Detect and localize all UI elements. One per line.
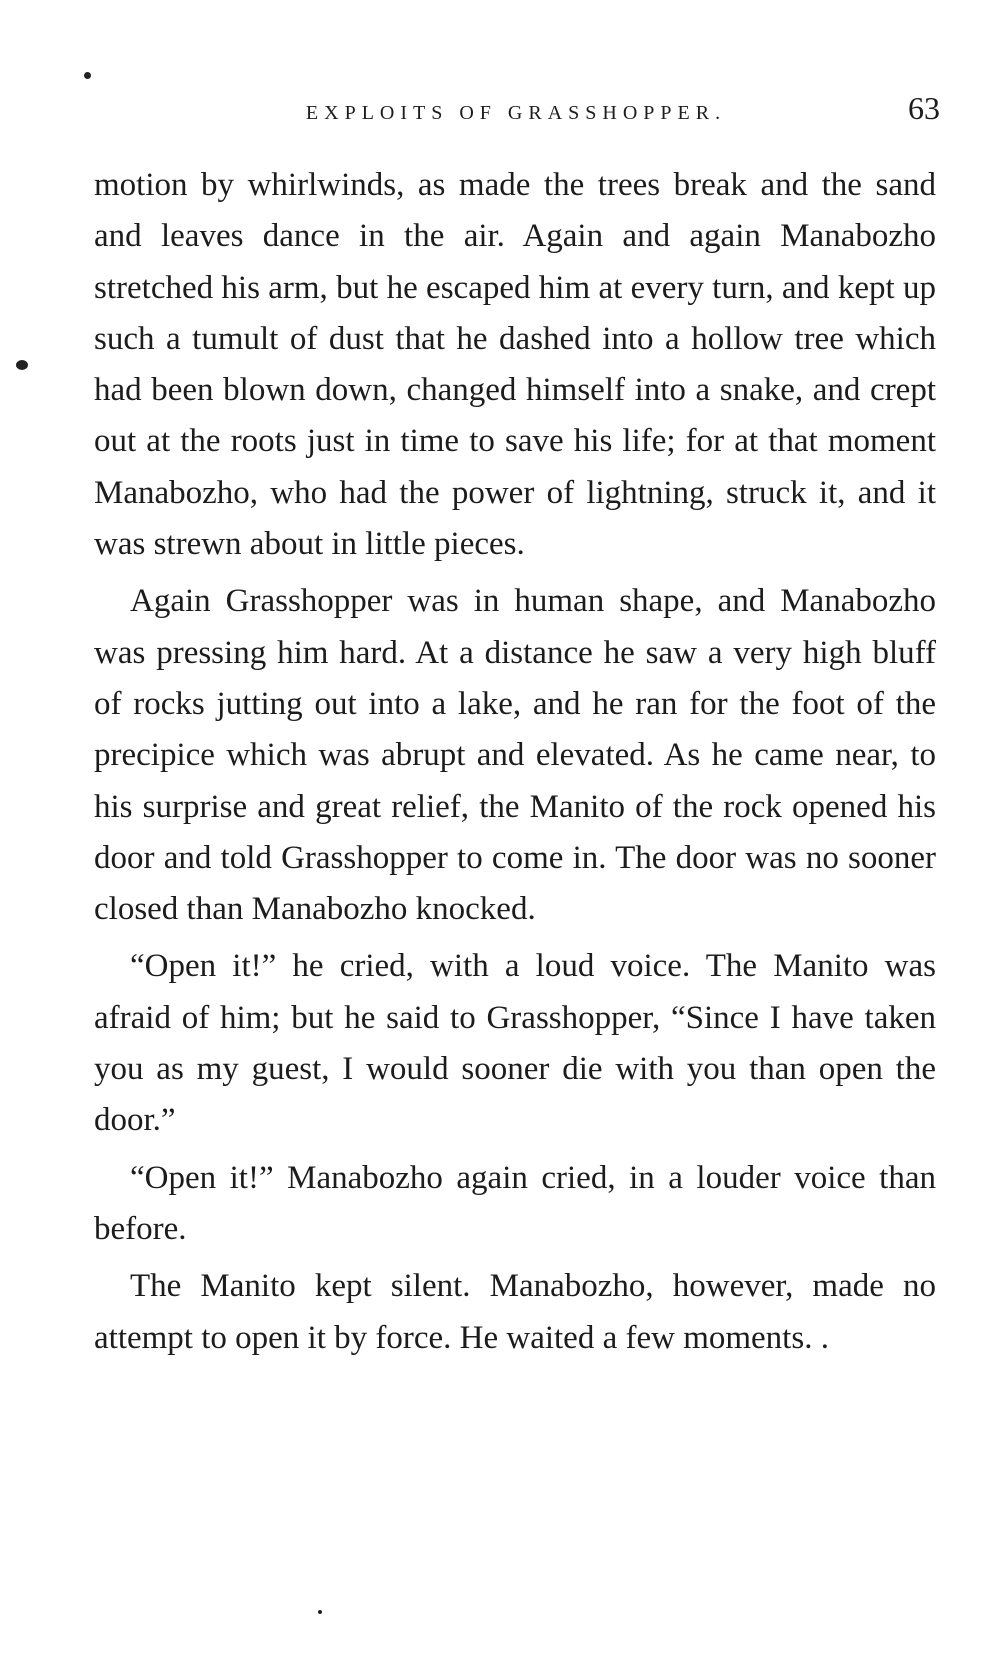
ink-speck xyxy=(84,72,91,79)
running-title: EXPLOITS OF GRASSHOPPER. xyxy=(305,102,727,124)
ink-speck xyxy=(16,360,28,370)
paragraph: Again Grasshopper was in human shape, and Manabozho was pressing him hard. At a distance he saw a very high bluff of rocks jutting out into a lake, and he ran for the foot of the precipice which was abrupt and elevated. As he came near, to his surprise and great relief, the Manito of the rock opened his door and told Grasshopper to come in. The door was no sooner closed than Manabozho knocked. xyxy=(94,583,936,928)
paragraph: “Open it!” he cried, with a loud voice. The Manito was afraid of him; but he said to Grasshopper, “Since I have taken you as my guest, I would sooner die with you than open the door.” xyxy=(94,948,936,1139)
paragraph: The Manito kept silent. Manabozho, however, made no attempt to open it by force. He waited a few moments. . xyxy=(94,1268,936,1356)
body-text xyxy=(94,160,936,1370)
ink-speck xyxy=(318,1610,322,1614)
running-head xyxy=(92,88,940,128)
paragraph: motion by whirlwinds, as made the trees break and the sand and leaves dance in the air. Again and again Manabozho stretched his arm, but he escaped him at every turn, and kept up such a tumult of dust that he dashed into a hollow tree which had been blown down, changed himself into a snake, and crept out at the roots just in time to save his life; for at that moment Manabozho, who had the power of lightning, struck it, and it was strewn about in little pieces. xyxy=(94,167,936,563)
page-number: 63 xyxy=(908,90,940,126)
paragraph: “Open it!” Manabozho again cried, in a louder voice than before. xyxy=(94,1159,936,1247)
